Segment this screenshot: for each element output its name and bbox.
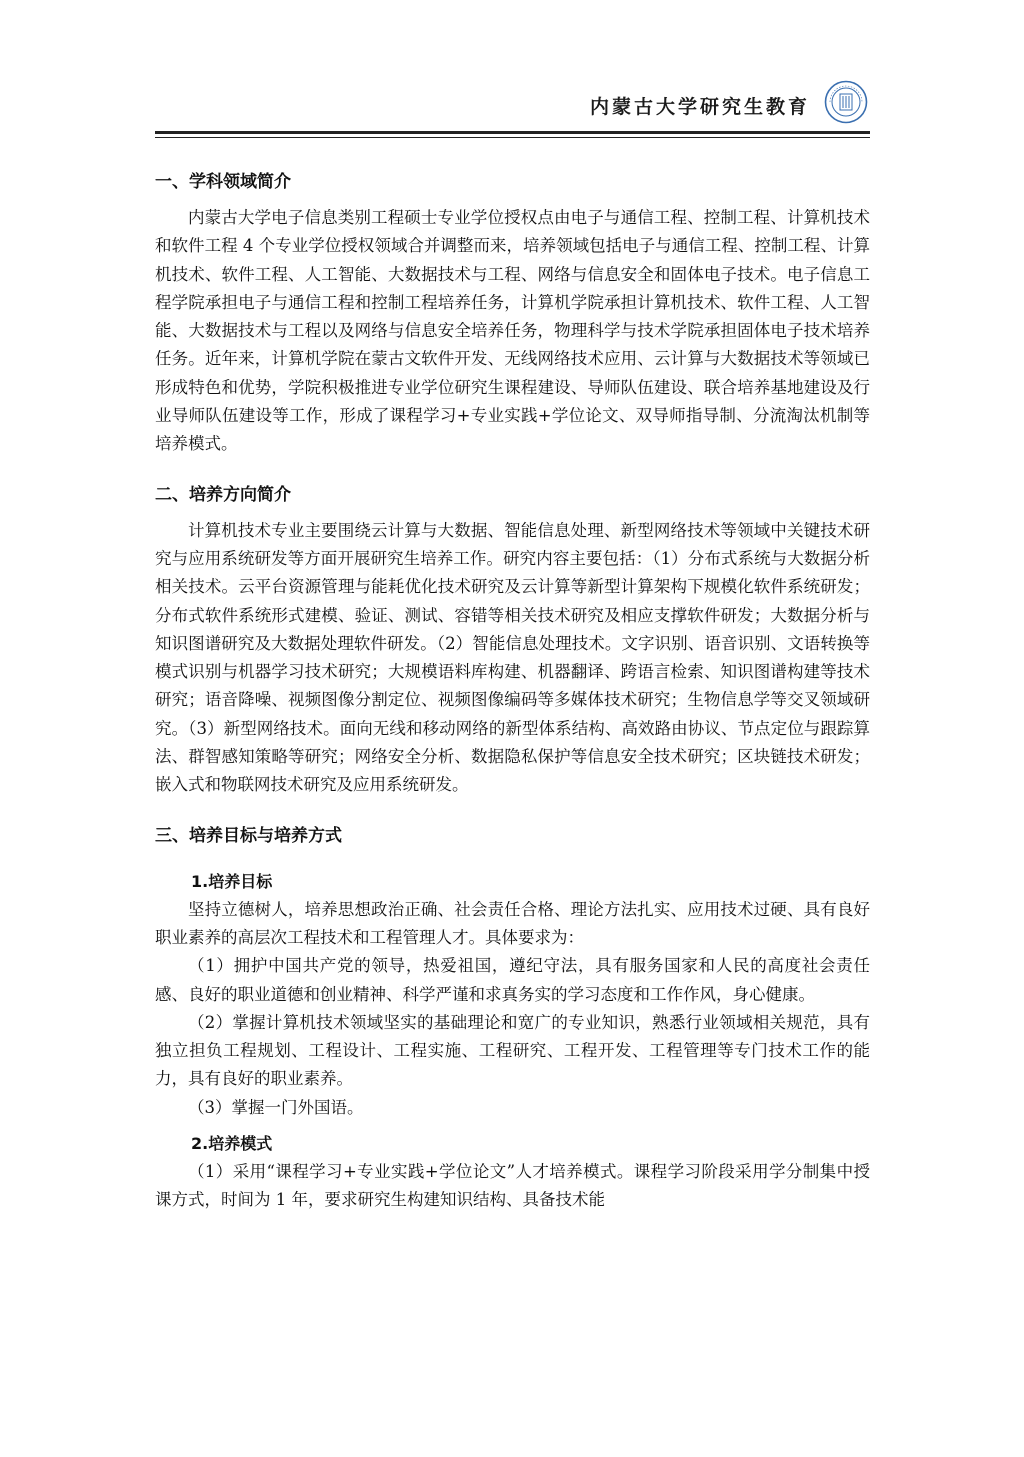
training-goal-intro: 坚持立德树人，培养思想政治正确、社会责任合格、理论方法扎实、应用技术过硬、具有良好职业素养的高层次工程技术和工程管理人才。具体要求为： [155, 899, 870, 947]
document-body [155, 168, 870, 1215]
header-rule-thick [155, 131, 870, 134]
training-mode-item-1: （1）采用“课程学习+专业实践+学位论文”人才培养模式。课程学习阶段采用学分制集中授课方式，时间为 1 年，要求研究生构建知识结构、具备技术能 [155, 1162, 870, 1210]
section-1-heading: 一、学科领域简介 [155, 172, 291, 192]
university-seal-icon [824, 80, 868, 124]
header-title: 内蒙古大学研究生教育 [589, 96, 810, 118]
header-rule-thin [155, 137, 870, 138]
training-goal-heading: 1.培养目标 [191, 871, 273, 891]
section-2-paragraph: 计算机技术专业主要围绕云计算与大数据、智能信息处理、新型网络技术等领域中关键技术研究与应用系统研发等方面开展研究生培养工作。研究内容主要包括：（1）分布式系统与大数据分析相关技术。云平台资源管理与能耗优化技术研究及云计算等新型计算架构下规模化软件系统研发；分布式软件系统形式建模、验证、测试、容错等相关技术研究及相应支撑软件研发；大数据分析与知识图谱研究及大数据处理软件研发。（2）智能信息处理技术。文字识别、语音识别、文语转换等模式识别与机器学习技术研究；大规模语料库构建、机器翻译、跨语言检索、知识图谱构建等技术研究；语音降噪、视频图像分割定位、视频图像编码等多媒体技术研究；生物信息学等交叉领域研究。（3）新型网络技术。面向无线和移动网络的新型体系结构、高效路由协议、节点定位与跟踪算法、群智感知策略等研究；网络安全分析、数据隐私保护等信息安全技术研究；区块链技术研发；嵌入式和物联网技术研究及应用系统研发。 [155, 520, 870, 795]
training-mode-heading: 2.培养模式 [191, 1134, 273, 1154]
page-header [155, 78, 870, 136]
section-2-heading: 二、培养方向简介 [155, 484, 291, 505]
section-3-heading: 三、培养目标与培养方式 [155, 825, 342, 846]
training-goal-item-3: （3）掌握一门外国语。 [188, 1097, 364, 1117]
section-1-paragraph: 内蒙古大学电子信息类别工程硕士专业学位授权点由电子与通信工程、控制工程、计算机技术和软件工程 4 个专业学位授权领域合并调整而来，培养领域包括电子与通信工程、控制工程、计算机技术、软件工程、人工智能、大数据技术与工程、网络与信息安全和固体电子技术。电子信息工程学院承担电子与通信工程和控制工程培养任务，计算机学院承担计算机技术、软件工程、人工智能、大数据技术与工程以及网络与信息安全培养任务，物理科学与技术学院承担固体电子技术培养任务。近年来，计算机学院在蒙古文软件开发、无线网络技术应用、云计算与大数据技术等领域已形成特色和优势，学院积极推进专业学位研究生课程建设、导师队伍建设、联合培养基地建设及行业导师队伍建设等工作，形成了课程学习+专业实践+学位论文、双导师指导制、分流淘汰机制等培养模式。 [155, 208, 870, 454]
training-goal-item-2: （2）掌握计算机技术领域坚实的基础理论和宽广的专业知识，熟悉行业领域相关规范，具有独立担负工程规划、工程设计、工程实施、工程研究、工程开发、工程管理等专门技术工作的能力，具有良好的职业素养。 [155, 1012, 870, 1089]
training-goal-item-1: （1）拥护中国共产党的领导，热爱祖国，遵纪守法，具有服务国家和人民的高度社会责任感、良好的职业道德和创业精神、科学严谨和求真务实的学习态度和工作作风，身心健康。 [155, 956, 870, 1004]
